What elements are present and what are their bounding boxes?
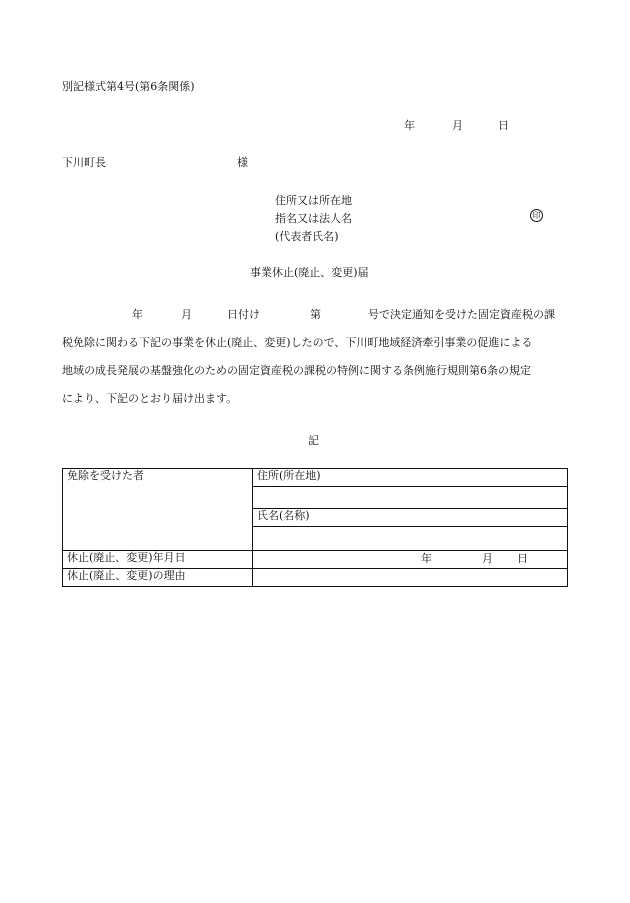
suspension-date-field[interactable] — [253, 551, 568, 569]
body-line1-rest: 号で決定通知を受けた固定資産税の課 — [368, 308, 555, 321]
body-line2: 税免除に関わる下記の事業を休止(廃止、変更)したので、下川町地域経済牽引事業の促進による — [62, 336, 533, 349]
name-label: 氏名(名称) — [253, 509, 568, 527]
body-dai: 第 — [310, 308, 321, 321]
applicant-representative-label: (代表者氏名) — [275, 230, 339, 243]
suspension-day: 日 — [517, 552, 528, 565]
suspension-month: 月 — [482, 552, 493, 565]
header-date-year: 年 — [404, 119, 415, 132]
body-dated: 日付け — [227, 308, 260, 321]
body-paragraph — [62, 308, 582, 408]
suspension-year: 年 — [421, 552, 432, 565]
exempted-person-label: 免除を受けた者 — [63, 469, 253, 551]
document-title: 事業休止(廃止、変更)届 — [250, 266, 369, 279]
applicant-name-label: 指名又は法人名 — [275, 212, 352, 225]
notification-table — [62, 468, 568, 587]
addressee-name: 下川町長 — [62, 156, 106, 169]
address-label: 住所(所在地) — [253, 469, 568, 487]
body-year: 年 — [132, 308, 143, 321]
addressee-honorific: 様 — [237, 156, 248, 169]
body-line3: 地域の成長発展の基盤強化のための固定資産税の課税の特例に関する条例施行規則第6条の規定 — [62, 364, 531, 377]
body-month: 月 — [181, 308, 192, 321]
header-date-month: 月 — [452, 119, 463, 132]
ki-heading: 記 — [308, 434, 319, 447]
address-value-field[interactable] — [253, 487, 568, 509]
name-value-field[interactable] — [253, 527, 568, 551]
reason-value-field[interactable] — [253, 569, 568, 587]
applicant-address-label: 住所又は所在地 — [275, 194, 352, 207]
seal-mark: 印 — [530, 209, 543, 222]
header-date-day: 日 — [498, 119, 509, 132]
suspension-date-label: 休止(廃止、変更)年月日 — [63, 551, 253, 569]
body-line4: により、下記のとおり届け出ます。 — [62, 392, 238, 405]
reason-label: 休止(廃止、変更)の理由 — [63, 569, 253, 587]
form-number: 別記様式第4号(第6条関係) — [62, 80, 195, 93]
